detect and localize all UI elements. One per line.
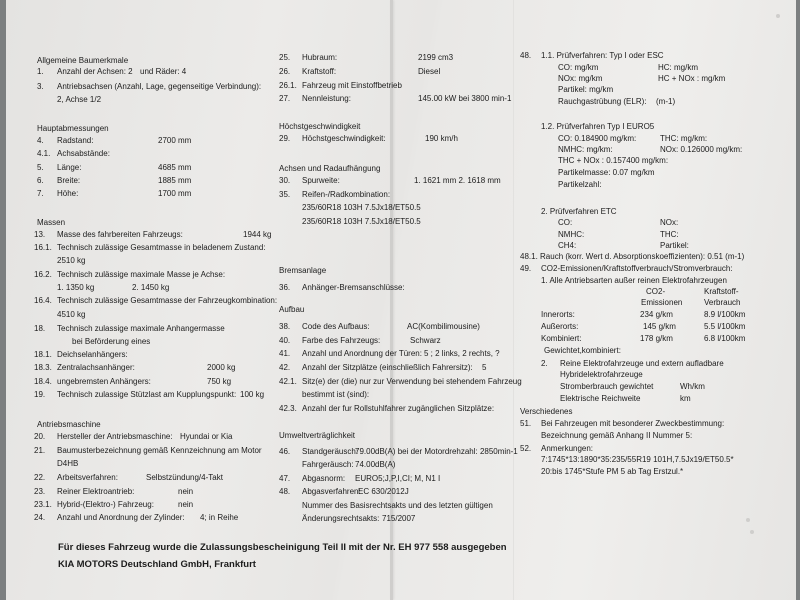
middle-field-text: 35. [279,190,291,199]
left-field-text: Länge: [57,163,82,172]
page-fold [513,0,514,600]
left-field-text: Hyundai or Kia [180,432,233,441]
middle-field-text: Anzahl und Anordnung der Türen: [302,349,422,358]
middle-field-text: Abgasverfahren: [302,487,361,496]
left-field-text: 16.4. [34,296,52,305]
right-field-text: NOx: 0.126000 mg/km: [660,145,743,154]
right-field-text: Emissionen [641,298,683,307]
left-field-text: 20. [34,432,46,441]
left-field-text: 22. [34,473,46,482]
left-field-text: 18.4. [34,377,52,386]
middle-field-text: 42.1. [279,377,297,386]
middle-field-text: 190 km/h [425,134,458,143]
right-field-text: THC: [660,230,679,239]
right-field-text: Wh/km [680,382,705,391]
left-field-text: 1944 kg [243,230,272,239]
left-section-heading: Hauptabmessungen [37,124,109,133]
right-field-text: 20:bis 1745*Stufe PM 5 ab Tag Erstzul.* [541,467,684,476]
page-fold [390,0,393,600]
right-field-text: CO: mg/km [558,63,599,72]
left-field-text: Radstand: [57,136,94,145]
middle-field-text: 79.00dB(A) bei der Motordrehzahl: 2850min-1 [355,447,518,456]
left-field-text: 2000 kg [207,363,236,372]
middle-field-text: bestimmt ist (sind): [302,390,370,399]
right-field-text: 5.5 l/100km [704,322,746,331]
left-field-text: 16.1. [34,243,52,252]
middle-field-text: 30. [279,176,291,185]
right-field-text: 145 g/km [643,322,676,331]
left-field-text: Zentralachsanhänger: [57,363,135,372]
left-field-text: Hybrid-(Elektro-) Fahrzeug: [57,500,154,509]
left-field-text: 18.3. [34,363,52,372]
middle-field-text: 235/60R18 103H 7.5Jx18/ET50.5 [302,203,421,212]
right-field-text: 1.2. Prüfverfahren Typ I EURO5 [541,122,655,131]
left-field-text: 2, Achse 1/2 [57,95,102,104]
left-field-text: Technisch zulässige maximale Masse je Achse: [57,270,226,279]
left-field-text: Deichselanhängers: [57,350,128,359]
middle-field-text: Sitz(e) der (die) nur zur Verwendung bei stehendem Fahrzeug [302,377,522,386]
right-field-text: HC: mg/km [658,63,698,72]
middle-field-text: 5 [482,363,487,372]
left-section-heading: Allgemeine Baumerkmale [37,56,129,65]
left-field-text: 24. [34,513,46,522]
left-field-text: 4685 mm [158,163,192,172]
right-field-text: 52. [520,444,532,453]
middle-field-text: Spurweite: [302,176,340,185]
right-field-text: 1. Alle Antriebsarten außer reinen Elektrofahrzeugen [541,276,727,285]
left-section-heading: Massen [37,218,66,227]
right-field-text: Kraftstoff- [704,287,739,296]
middle-field-text: 715/2007 [382,514,416,523]
middle-field-text: 5 ; 2 links, 2 rechts, ? [424,349,500,358]
left-field-text: 1. 1350 kg [57,283,95,292]
left-field-text: 6. [37,176,44,185]
middle-field-text: Anhänger-Bremsanschlüsse: [302,283,405,292]
middle-section-heading: Bremsanlage [279,266,327,275]
right-field-text: Stromberbrauch gewichtet [560,382,654,391]
middle-field-text: 46. [279,447,291,456]
right-field-text: NOx: mg/km [558,74,603,83]
right-field-text: 48. [520,51,532,60]
right-field-text: 1.1. Prüfverfahren: Typ I oder ESC [541,51,664,60]
left-field-text: 2. 1450 kg [132,283,170,292]
right-field-text: CO2- [646,287,666,296]
left-field-text: Masse des fahrbereiten Fahrzeugs: [57,230,183,239]
left-section-heading: Antriebsmaschine [37,420,101,429]
middle-field-text: Anzahl der fur Rollstuhlfahrer zugänglichen Sitzplätze: [302,404,495,413]
left-field-text: 18. [34,324,46,333]
left-field-text: Technisch zulässige Gesamtmasse der Fahrzeugkombination: [57,296,278,305]
left-field-text: 4. [37,136,44,145]
right-field-text: Gewichtet,kombiniert: [544,346,621,355]
left-field-text: 4; in Reihe [200,513,239,522]
right-field-text: 6.8 l/100km [704,334,746,343]
left-field-text: Hersteller der Antriebsmaschine: [57,432,173,441]
left-field-text: 21. [34,446,46,455]
right-field-text: Verbrauch [704,298,741,307]
left-field-text: Reiner Elektroantrieb: [57,487,135,496]
right-field-text: THC + NOx : 0.157400 mg/km: [558,156,669,165]
middle-field-text: EURO5;J,P,I,CI; M, N1 I [355,474,441,483]
left-field-text: 7. [37,189,44,198]
middle-field-text: Hubraum: [302,53,338,62]
middle-field-text: Diesel [418,67,441,76]
right-field-text: HC + NOx : mg/km [658,74,726,83]
middle-field-text: 26. [279,67,291,76]
middle-field-text: Änderungsrechtsakts: [302,514,380,523]
left-field-text: 13. [34,230,46,239]
left-field-text: nein [178,500,194,509]
middle-field-text: 36. [279,283,291,292]
right-field-text: Partikel: mg/km [558,85,614,94]
left-field-text: nein [178,487,194,496]
right-field-text: Reine Elektrofahrzeuge und extern aufladbare [560,359,724,368]
punch-hole [776,14,780,18]
left-field-text: Arbeitsverfahren: [57,473,118,482]
right-field-text: Kombiniert: [541,334,582,343]
middle-field-text: 41. [279,349,291,358]
middle-field-text: Fahrzeug mit Einstoffbetrieb [302,81,402,90]
middle-field-text: 235/60R18 103H 7.5Jx18/ET50.5 [302,217,421,226]
right-field-text: NMHC: mg/km: [558,145,613,154]
right-field-text: 2. Prüfverfahren ETC [541,207,617,216]
middle-section-heading: Höchstgeschwindigkeit [279,122,361,131]
middle-field-text: AC(Kombilimousine) [407,322,480,331]
right-field-text: Partikelzahl: [558,180,602,189]
right-field-text: CO2-Emissionen/Kraftstoffverbrauch/Stromverbrauch: [541,264,733,273]
middle-field-text: Farbe des Fahrzeugs: [302,336,381,345]
middle-field-text: Nennleistung: [302,94,351,103]
left-field-text: 4.1. [37,149,51,158]
right-field-text: 7:1745*13:1890*35:235/55R19 101H,7.5Jx19/ET50.5* [541,455,734,464]
right-field-text: Partikel: [660,241,689,250]
middle-field-text: 27. [279,94,291,103]
left-field-text: 16.2. [34,270,52,279]
left-field-text: 3. [37,82,44,91]
middle-field-text: 42. [279,363,291,372]
left-field-text: 1885 mm [158,176,192,185]
left-field-text: 1700 mm [158,189,192,198]
right-field-text: Anmerkungen: [541,444,594,453]
right-section-heading: Verschiedenes [520,407,573,416]
middle-field-text: Reifen-/Radkombination: [302,190,391,199]
right-field-text: 51. [520,419,532,428]
middle-field-text: 26.1. [279,81,297,90]
left-field-text: Höhe: [57,189,79,198]
middle-field-text: 25. [279,53,291,62]
right-field-text: Rauchgastrübung (ELR): [558,97,647,106]
left-field-text: 2510 kg [57,256,86,265]
left-field-text: 23.1. [34,500,52,509]
right-field-text: THC: mg/km: [660,134,708,143]
left-field-text: 23. [34,487,46,496]
right-field-text: Bezeichnung gemäß Anhang II Nummer 5: [541,431,693,440]
right-field-text: CH4: [558,241,577,250]
middle-section-heading: Umweltverträglichkeit [279,431,356,440]
right-field-text: CO: [558,218,573,227]
middle-field-text: 38. [279,322,291,331]
left-field-text: Achsabstände: [57,149,110,158]
left-field-text: 19. [34,390,46,399]
footer-issuer: KIA MOTORS Deutschland GmbH, Frankfurt [58,559,256,570]
left-field-text: 750 kg [207,377,232,386]
right-field-text: 178 g/km [640,334,673,343]
middle-field-text: Abgasnorm: [302,474,346,483]
right-field-text: Außerorts: [541,322,579,331]
right-field-text: Hybridelektrofahrzeuge [560,370,643,379]
right-field-text: 8.9 l/100km [704,310,746,319]
middle-field-text: Nummer des Basisrechtsakts und des letzten gültigen [302,501,493,510]
left-field-text: Antriebsachsen (Anzahl, Lage, gegenseitige Verbindung): [57,82,262,91]
middle-field-text: Schwarz [410,336,441,345]
right-field-text: 48.1. Rauch (korr. Wert d. Absorptionskoeffizienten): 0.51 (m-1) [520,252,745,261]
middle-section-heading: Aufbau [279,305,305,314]
left-field-text: 1. [37,67,44,76]
right-field-text: Partikelmasse: 0.07 mg/km [558,168,655,177]
left-field-text: 100 kg [240,390,265,399]
right-field-text: 49. [520,264,532,273]
right-field-text: NMHC: [558,230,585,239]
left-field-text: Anzahl der Achsen: 2 [57,67,133,76]
middle-field-text: 1. 1621 mm 2. 1618 mm [414,176,501,185]
left-field-text: ungebremsten Anhängers: [57,377,151,386]
middle-field-text: 145.00 kW bei 3800 min-1 [418,94,512,103]
left-field-text: Technisch zulassige Stützlast am Kupplungspunkt: [57,390,237,399]
left-field-text: Breite: [57,176,81,185]
left-field-text: 4510 kg [57,310,86,319]
left-field-text: Technisch zulässige Gesamtmasse in beladenem Zustand: [57,243,266,252]
middle-field-text: Code des Aufbaus: [302,322,370,331]
registration-document [6,0,796,600]
left-field-text: bei Beförderung eines [72,337,151,346]
left-field-text: D4HB [57,459,79,468]
middle-field-text: Höchstgeschwindigkeit: [302,134,386,143]
left-field-text: 5. [37,163,44,172]
left-field-text: 18.1. [34,350,52,359]
middle-field-text: 2199 cm3 [418,53,454,62]
right-field-text: NOx: [660,218,679,227]
punch-hole [746,518,750,522]
right-field-text: 234 g/km [640,310,673,319]
middle-section-heading: Achsen und Radaufhängung [279,164,381,173]
middle-field-text: Fahrgeräusch: [302,460,354,469]
middle-field-text: 29. [279,134,291,143]
right-field-text: 2. [541,359,548,368]
left-field-text: Selbstzündung/4-Takt [146,473,223,482]
middle-field-text: Anzahl der Sitzplätze (einschließlich Fahrersitz): [302,363,473,372]
right-field-text: Bei Fahrzeugen mit besonderer Zweckbestimmung: [541,419,725,428]
right-field-text: (m-1) [656,97,676,106]
middle-field-text: EC 630/2012J [358,487,409,496]
footer-issued-note: Für dieses Fahrzeug wurde die Zulassungsbescheinigung Teil II mit der Nr. EH 977 558 ausgegeben [58,542,507,553]
middle-field-text: 47. [279,474,291,483]
left-field-text: und Räder: 4 [140,67,187,76]
middle-field-text: Kraftstoff: [302,67,337,76]
right-field-text: Innerorts: [541,310,575,319]
middle-field-text: 40. [279,336,291,345]
right-field-text: Elektrische Reichweite [560,394,641,403]
punch-hole [750,530,754,534]
middle-field-text: 48. [279,487,291,496]
right-field-text: km [680,394,691,403]
left-field-text: Baumusterbezeichnung gemäß Kennzeichnung am Motor [57,446,262,455]
left-field-text: Technisch zulassige maximale Anhangermasse [57,324,225,333]
middle-field-text: 74.00dB(A) [355,460,396,469]
right-field-text: CO: 0.184900 mg/km: [558,134,637,143]
left-field-text: 2700 mm [158,136,192,145]
left-field-text: Anzahl und Anordnung der Zylinder: [57,513,185,522]
middle-field-text: 42.3. [279,404,297,413]
middle-field-text: Standgeräusch: [302,447,359,456]
